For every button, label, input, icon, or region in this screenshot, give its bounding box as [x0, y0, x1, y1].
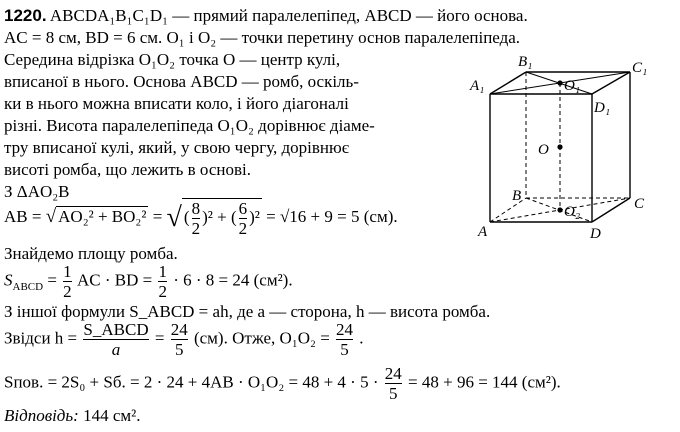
eq-area-eq: = — [47, 270, 62, 290]
eq-h-end: . — [359, 328, 364, 348]
label-d1: D₁ — [594, 100, 611, 116]
problem-text-1: ABCDA₁B₁C₁D₁ — прямий паралелепіпед, ABCD — його основа. — [49, 6, 528, 25]
eq-h-start: Звідси h = — [4, 328, 82, 348]
eq-ab-eq: = — [152, 206, 167, 226]
area-heading: Знайдемо площу ромба. — [4, 244, 178, 263]
eq-area-half2-num: 1 — [158, 262, 167, 281]
eq-area-mid: AC · BD = — [76, 270, 157, 290]
eq-ab-f2-num: 6 — [238, 199, 248, 218]
eq-area-tail: · 6 · 8 = 24 (см²). — [173, 270, 293, 290]
other-formula: З іншої формули S_ABCD = ah, де a — сторона, h — висота ромба. — [4, 302, 491, 321]
eq-ab-root1: AO₂² + BO₂² — [58, 206, 147, 226]
eq-h-val2-den: 5 — [336, 339, 353, 359]
eq-s-start: Sпов. = 2S₀ + Sб. = 2 · 24 + 4AB · O₁O₂ = 48 + 4 · 5 · — [4, 372, 383, 392]
eq-area-half-den: 2 — [63, 282, 72, 301]
label-b1: B₁ — [518, 54, 533, 70]
label-o2: O₂ — [564, 204, 581, 220]
equation-ab: AB = √ AO₂² + BO₂² = √( $\frac{8}{2}$ )² + ( $\frac{6}{2}$ )² = √16 + 9 = 5 (см). — [4, 199, 398, 238]
eq-s-den: 5 — [385, 383, 402, 403]
point-o1 — [557, 80, 562, 85]
eq-ab-f1-num: 8 — [191, 199, 201, 218]
eq-ab-f2-den: 2 — [238, 219, 248, 238]
point-o — [557, 144, 562, 149]
eq-h-mid: (см). Отже, O₁O₂ = — [193, 328, 335, 348]
eq-h-val2-num: 24 — [336, 320, 354, 339]
label-a: A — [478, 224, 488, 240]
problem-line-5: ки в нього можна вписати коло, і його діагоналі — [4, 94, 349, 113]
eq-h-val-den: 5 — [171, 339, 188, 359]
problem-line-8: висоті ромба, що лежить в основі. — [4, 160, 251, 179]
label-c1: C₁ — [632, 60, 648, 76]
eq-area-lhs: S — [4, 270, 13, 290]
eq-ab-plus: + — [217, 207, 227, 227]
label-b: B — [512, 188, 522, 204]
label-c: C — [634, 196, 645, 212]
equation-h — [4, 320, 364, 359]
eq-ab-left: AB = — [4, 206, 46, 226]
equation-area — [4, 262, 293, 301]
problem-line-3: Середина відрізка O₁O₂ точка O — центр кулі, — [4, 50, 341, 69]
eq-area-half-num: 1 — [63, 262, 72, 281]
eq-h-eq: = — [154, 328, 169, 348]
eq-ab-tail: = √16 + 9 = 5 (см). — [266, 206, 398, 226]
point-o2 — [557, 207, 562, 212]
problem-line-2: AC = 8 см, BD = 6 см. O₁ і O₂ — точки перетину основ паралелепіпеда. — [4, 28, 521, 47]
eq-area-half2-den: 2 — [158, 282, 167, 301]
label-d: D — [590, 226, 601, 242]
eq-s-end: = 48 + 96 = 144 (см²). — [408, 372, 561, 392]
triangle-ref: З ΔAO₂B — [4, 182, 70, 201]
answer-value: 144 см². — [83, 406, 141, 425]
label-o1: O₁ — [564, 78, 581, 94]
problem-line-7: тру вписаної кулі, який, у свою чергу, дорівнює — [4, 138, 350, 157]
problem-number: 1220. — [4, 6, 47, 25]
eq-ab-f1-den: 2 — [191, 219, 201, 238]
eq-h-num: S_ABCD — [83, 320, 149, 339]
eq-s-num: 24 — [384, 364, 402, 383]
equation-surface — [4, 364, 561, 403]
label-o: O — [538, 142, 549, 158]
parallelepiped-figure — [460, 52, 670, 242]
eq-area-sub: ABCD — [12, 280, 44, 293]
eq-h-val-num: 24 — [170, 320, 188, 339]
label-a1: A₁ — [470, 78, 485, 94]
answer-label: Відповідь: — [4, 406, 79, 425]
problem-line-1 — [4, 6, 528, 26]
answer-line — [4, 406, 140, 426]
problem-line-6: різні. Висота паралелепіпеда O₁O₂ дорівнює діаме- — [4, 116, 375, 135]
eq-h-den: a — [83, 339, 148, 359]
problem-line-4: вписаної в нього. Основа ABCD — ромб, оскіль- — [4, 72, 359, 91]
